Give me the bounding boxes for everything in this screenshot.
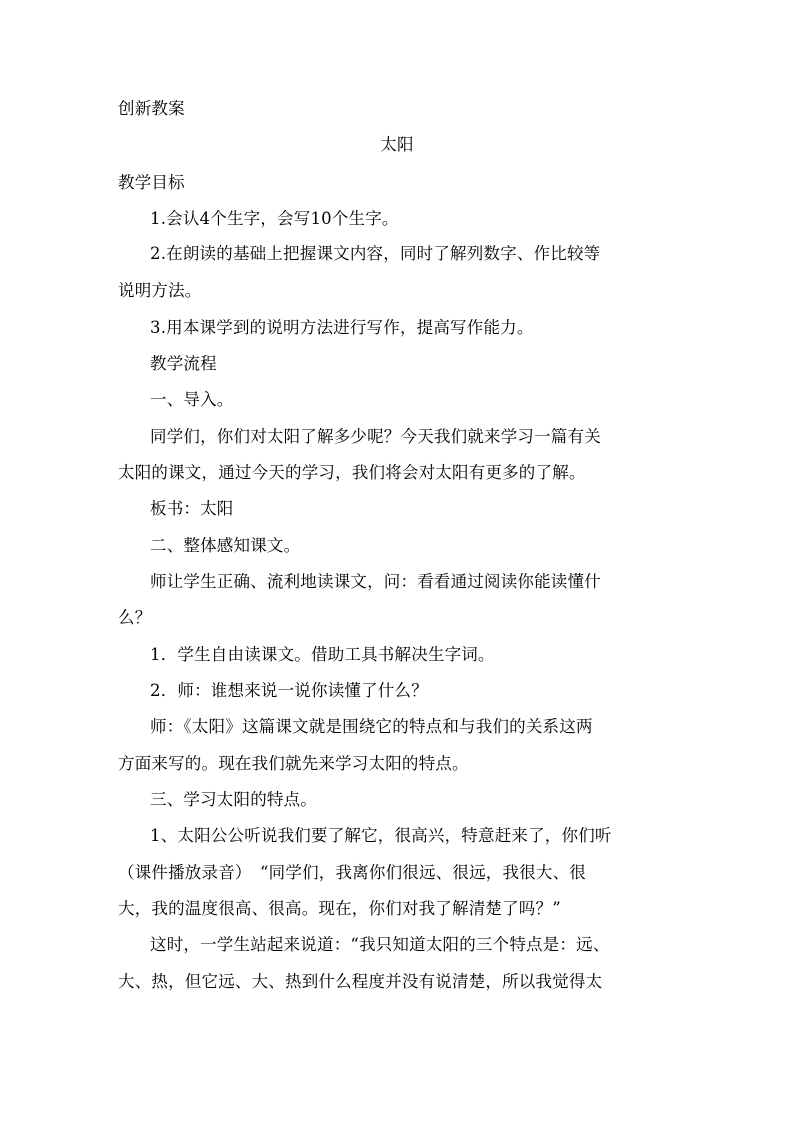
paragraph-line: （课件播放录音） “同学们，我离你们很远、很远，我很大、很: [118, 863, 586, 882]
paragraph-line: 二、整体感知课文。: [150, 536, 301, 555]
paragraph-line: 3.用本课学到的说明方法进行写作，提高写作能力。: [150, 318, 534, 337]
paragraph-line: 大、热，但它远、大、热到什么程度并没有说清楚，所以我觉得太: [118, 972, 603, 991]
paragraph-line: 2．师：谁想来说一说你读懂了什么？: [150, 681, 428, 700]
paragraph-line: 1.会认4个生字，会写10个生字。: [150, 209, 399, 228]
paragraph-line: 么？: [118, 608, 152, 627]
paragraph-line: 1．学生自由读课文。借助工具书解决生字词。: [150, 645, 495, 664]
paragraph-line: 师：《太阳》这篇课文就是围绕它的特点和与我们的关系这两: [150, 717, 593, 736]
paragraph-line: 1、太阳公公听说我们要了解它，很高兴，特意赶来了，你们听: [150, 826, 612, 845]
section-heading: 教学目标: [118, 173, 185, 192]
paragraph-line: 太阳的课文，通过今天的学习，我们将会对太阳有更多的了解。: [118, 463, 586, 482]
paragraph-line: 同学们，你们对太阳了解多少呢？今天我们就来学习一篇有关: [150, 427, 601, 446]
paragraph-line: 这时，一学生站起来说道：“我只知道太阳的三个特点是：远、: [150, 935, 610, 954]
paragraph-line: 师让学生正确、流利地读课文，问：看看通过阅读你能读懂什: [150, 572, 601, 591]
paragraph-line: 板书：太阳: [150, 499, 234, 518]
paragraph-line: 一、导入。: [150, 390, 234, 409]
paragraph-line: 三、学习太阳的特点。: [150, 790, 317, 809]
document-title: 太阳: [380, 135, 414, 154]
section-heading: 教学流程: [150, 354, 217, 373]
paragraph-line: 方面来写的。现在我们就先来学习太阳的特点。: [118, 754, 469, 773]
document-header: 创新教案: [118, 99, 185, 118]
paragraph-line: 大，我的温度很高、很高。现在，你们对我了解清楚了吗？”: [118, 899, 561, 918]
paragraph-line: 说明方法。: [118, 281, 202, 300]
paragraph-line: 2.在朗读的基础上把握课文内容，同时了解列数字、作比较等: [150, 244, 601, 263]
